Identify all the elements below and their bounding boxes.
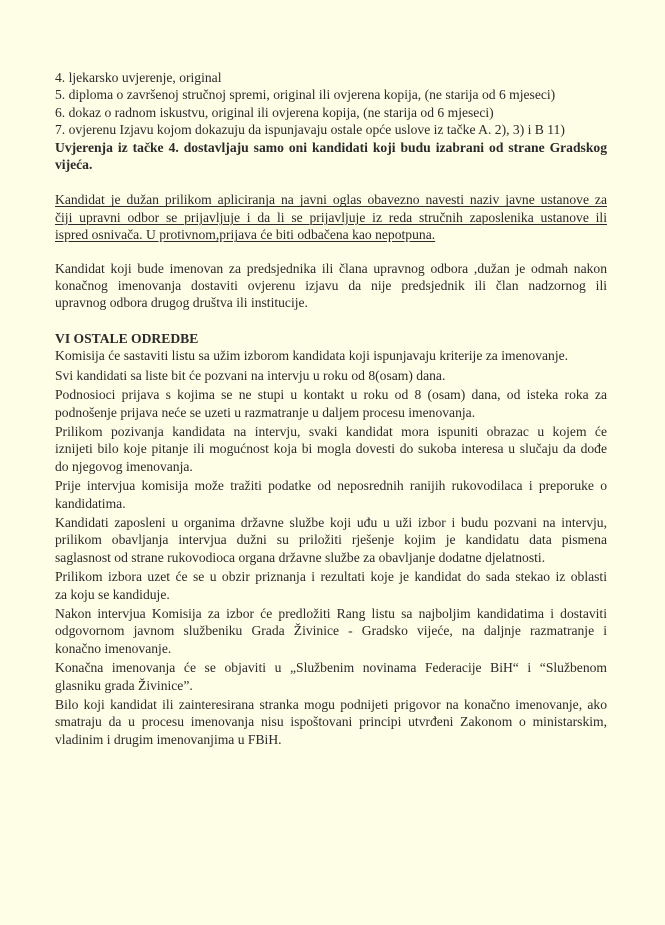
paragraph xyxy=(55,367,607,384)
notice-line: upravnog odbora drugog društva ili institucije. xyxy=(55,295,308,311)
paragraph-line: podnošenje prijava neće se uzeti u razmatranje u daljem procesu imenovanja. xyxy=(55,404,476,420)
required-documents-list xyxy=(55,69,607,139)
paragraph-line: prilikom obavljanja intervjua dužni su priložiti rješenje kojim je kandidatu data pismena xyxy=(55,532,607,548)
notice-line: čiji upravni odbor se prijavljuje i da li se prijavljuje iz reda stručnih zaposlenika ustanove ili xyxy=(55,209,607,225)
paragraph xyxy=(55,386,607,421)
paragraph xyxy=(55,568,607,603)
paragraph-line: za koju se kandiduje. xyxy=(55,586,170,602)
paragraph-line: Bilo koji kandidat ili zainteresirana stranka mogu podnijeti prigovor na konačno imenovanje, ako xyxy=(55,697,607,712)
section-paragraphs xyxy=(55,347,607,748)
list-item: 6. dokaz o radnom iskustvu, original ili ovjerena kopija, (ne starija od 6 mjeseci) xyxy=(55,104,494,120)
paragraph-line: iznijeti bilo koje pitanje ili mogućnost koja bi mogla dovesti do sukoba interesa u slučaju da dođe xyxy=(55,441,607,457)
paragraph-line: glasniku grada Živinice”. xyxy=(55,677,193,693)
notice-line: Kandidat koji bude imenovan za predsjednika ili člana upravnog odbora ,dužan je odmah nakon xyxy=(55,260,607,276)
list-item: 4. ljekarsko uvjerenje, original xyxy=(55,70,222,85)
paragraph-line: kandidatima. xyxy=(55,495,126,511)
paragraph-line: Svi kandidati sa liste bit će pozvani na intervju u roku od 8(osam) dana. xyxy=(55,367,446,383)
paragraph xyxy=(55,477,607,512)
appointment-declaration-notice xyxy=(55,260,607,312)
paragraph-line: Nakon intervjua Komisija za izbor će predložiti Rang listu sa najboljim kandidatima i dostaviti xyxy=(55,605,607,621)
list-item: 7. ovjerenu Izjavu kojom dokazuju da ispunjavaju ostale opće uslove iz tačke A. 2), 3) i B 11) xyxy=(55,122,565,138)
certificate-note xyxy=(55,139,607,174)
paragraph-line: Konačna imenovanja će se objaviti u „Službenim novinama Federacije BiH“ i “Službenom xyxy=(55,660,607,676)
section-heading: VI OSTALE ODREDBE xyxy=(55,330,199,346)
paragraph-line: odgovornom javnom službeniku Grada Živinice - Gradsko vijeće, na daljnje razmatranje i xyxy=(55,623,607,639)
section-vi xyxy=(55,330,607,748)
paragraph xyxy=(55,605,607,657)
paragraph-line: konačno imenovanje. xyxy=(55,640,172,656)
paragraph-line: vladinim i drugim imenovanjima u FBiH. xyxy=(55,731,282,747)
paragraph xyxy=(55,659,607,694)
paragraph xyxy=(55,514,607,566)
notice-line: Kandidat je dužan prilikom apliciranja na javni oglas obavezno navesti naziv javne ustanove za xyxy=(55,192,607,208)
note-line: Uvjerenja iz tačke 4. dostavljaju samo oni kandidati koji budu izabrani od strane Gradskog xyxy=(55,139,607,155)
paragraph-line: Prilikom izbora uzet će se u obzir priznanja i rezultati koje je kandidat do sada stekao iz oblasti xyxy=(55,569,607,585)
paragraph xyxy=(55,347,607,364)
paragraph-line: do njegovog imenovanja. xyxy=(55,458,193,474)
paragraph-line: Prije intervjua komisija može tražiti podatke od neposrednih ranijih rukovodilaca i preporuke o xyxy=(55,478,607,494)
note-line: vijeća. xyxy=(55,157,93,173)
paragraph-line: smatraju da u procesu imenovanja nisu ispoštovani principi utvrđeni Zakonom o ministarskim, xyxy=(55,714,607,730)
paragraph-line: saglasnost od strane rukovodioca organa državne službe za obavljanje dodatne djelatnosti. xyxy=(55,549,546,565)
paragraph-line: Kandidati zaposleni u organima državne službe koji uđu u uži izbor i budu pozvani na intervju, xyxy=(55,514,607,530)
document-page xyxy=(55,69,607,750)
paragraph xyxy=(55,423,607,475)
paragraph-line: Komisija će sastaviti listu sa užim izborom kandidata koji ispunjavaju kriterije za imenovanje. xyxy=(55,348,569,364)
paragraph xyxy=(55,696,607,748)
application-requirement-notice xyxy=(55,191,607,243)
notice-line: ispred osnivača. U protivnom,prijava će biti odbačena kao nepotpuna. xyxy=(55,227,436,243)
paragraph-line: Prilikom pozivanja kandidata na intervju, svaki kandidat mora ispuniti obrazac u kojem će xyxy=(55,423,607,439)
paragraph-line: Podnosioci prijava s kojima se ne stupi u kontakt u roku od 8 (osam) dana, od isteka roka za xyxy=(55,387,607,403)
notice-line: konačnog imenovanja dostaviti ovjerenu izjavu da nije predsjednik ili član nadzornog ili xyxy=(55,278,607,294)
list-item: 5. diploma o završenoj stručnoj spremi, original ili ovjerena kopija, (ne starija od 6 mjeseci) xyxy=(55,87,556,103)
